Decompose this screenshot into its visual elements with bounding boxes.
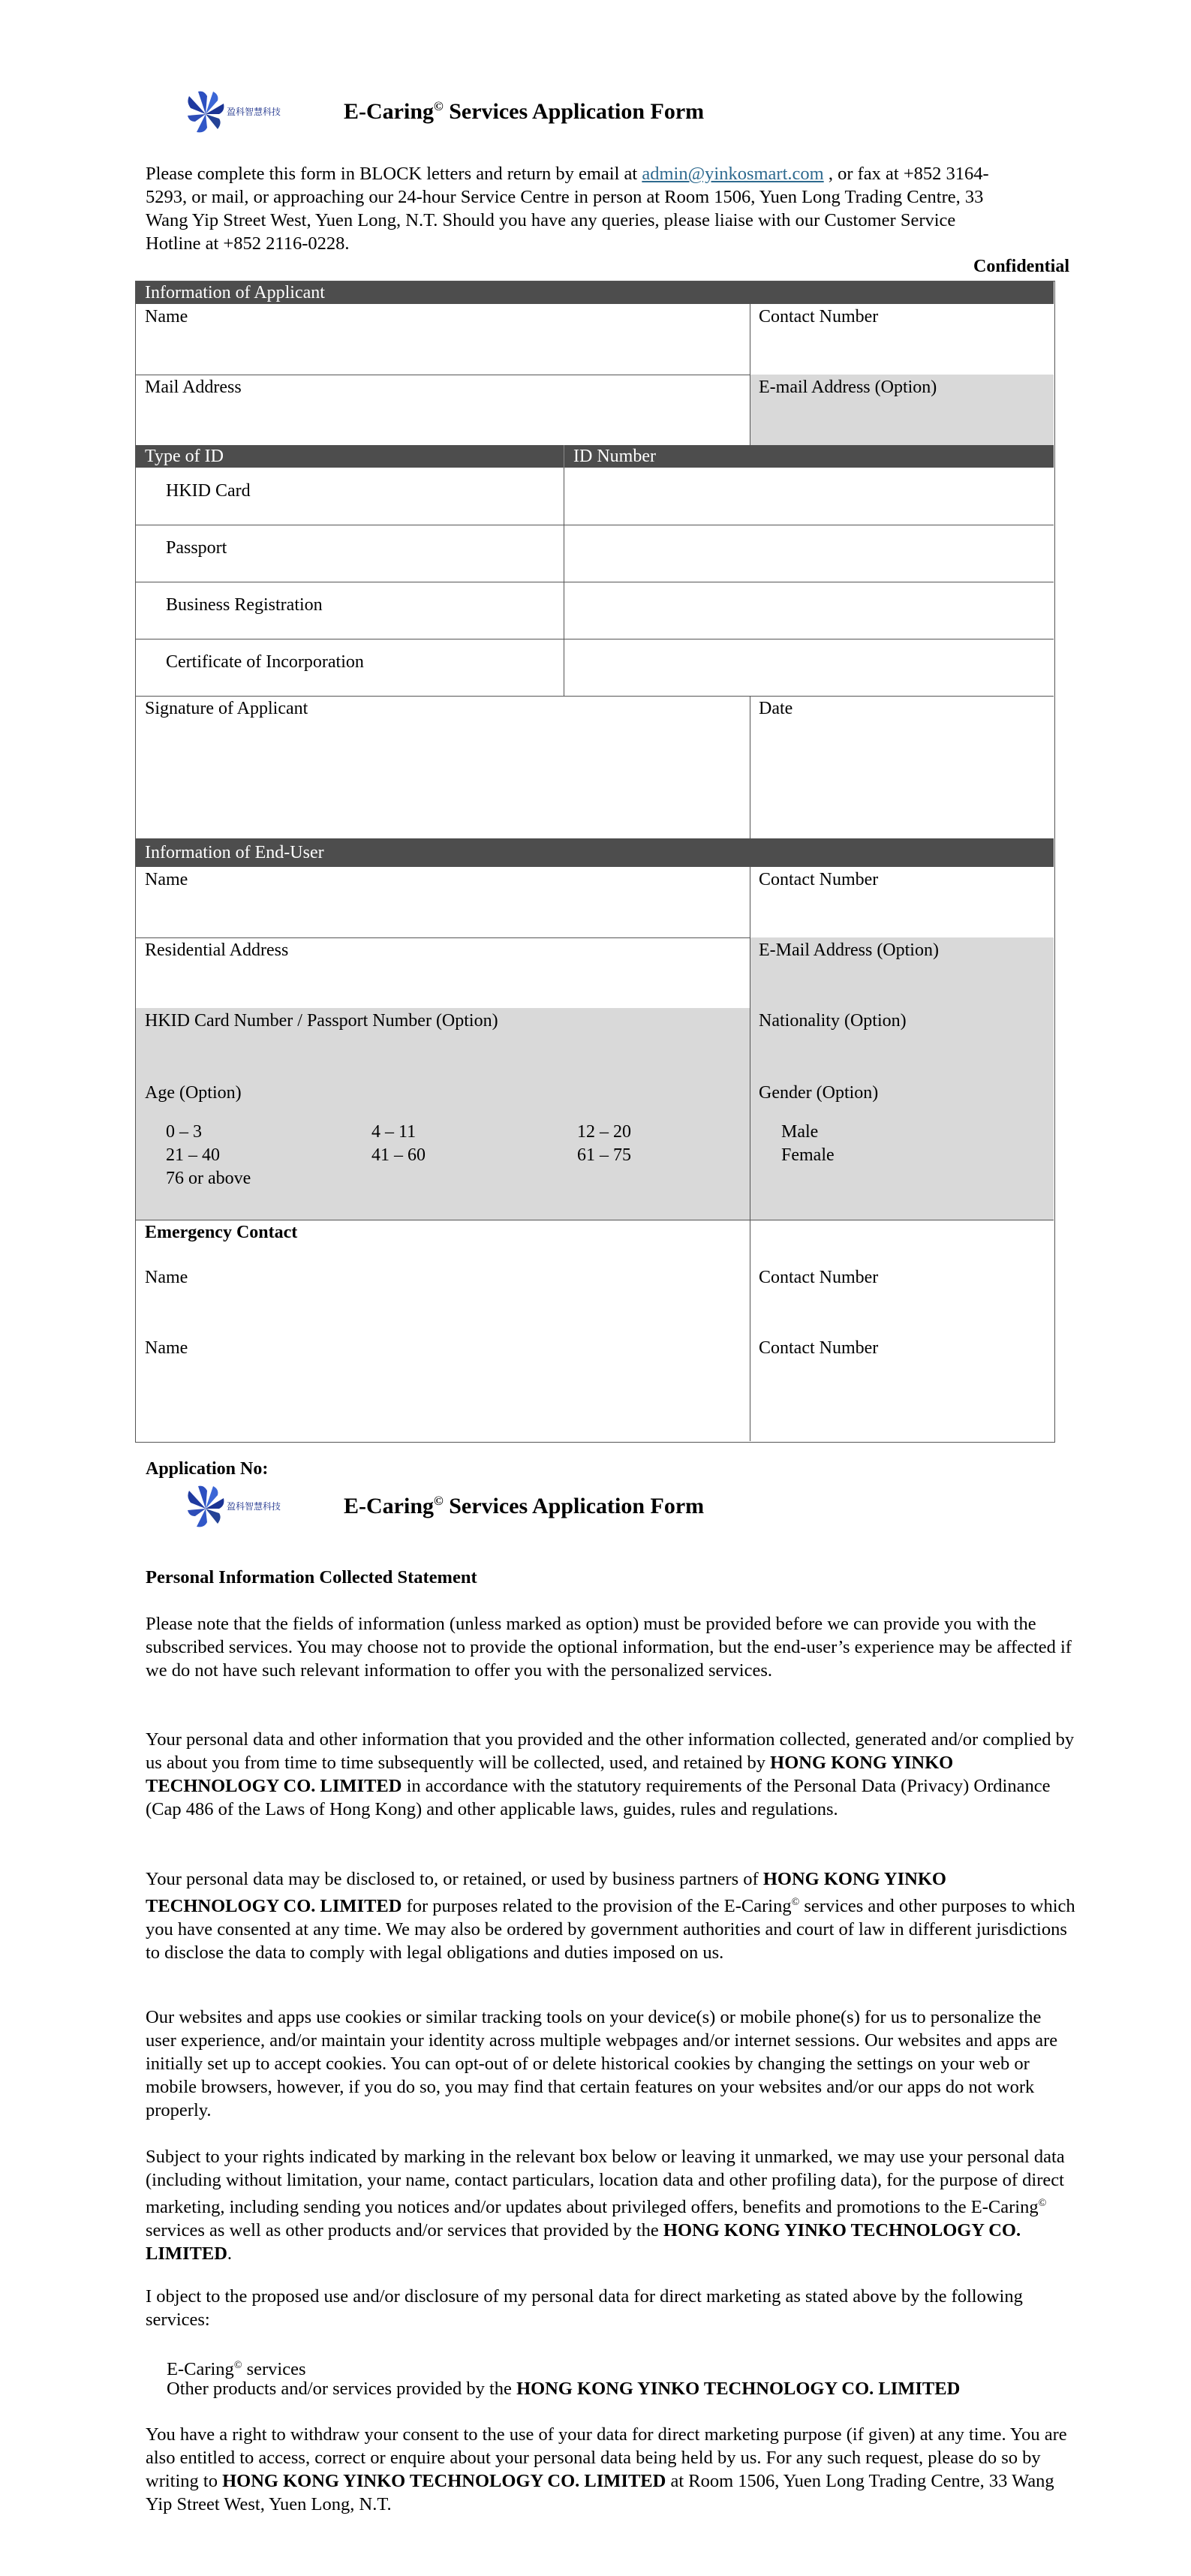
applicant-name-field[interactable]: Name xyxy=(145,307,188,327)
age-option-41-60[interactable]: 41 – 60 xyxy=(371,1145,426,1165)
form-title-page-2: E-Caring© Services Application Form xyxy=(344,1494,705,1518)
email-link[interactable]: admin@yinkosmart.com xyxy=(642,164,824,184)
statement-heading: Personal Information Collected Statement xyxy=(146,1567,477,1587)
company-logo-page-2 xyxy=(185,1483,281,1531)
objection-option-e-caring[interactable]: E-Caring© services xyxy=(167,2359,306,2380)
blue-fan-logo-icon xyxy=(185,89,227,135)
application-form-table xyxy=(135,281,1055,1443)
id-type-header: Type of ID xyxy=(136,445,564,468)
gender-option-female[interactable]: Female xyxy=(781,1145,835,1165)
end-user-hkid-field[interactable]: HKID Card Number / Passport Number (Option) xyxy=(136,1008,750,1080)
age-option-12-20[interactable]: 12 – 20 xyxy=(577,1122,631,1142)
logo-text: 盈科智慧科技 xyxy=(227,107,281,117)
form-title: E-Caring© Services Application Form xyxy=(344,99,705,124)
statement-paragraph-5: Subject to your rights indicated by marking in the relevant box below or leaving it unmarked, we may use your personal data (including without limitation, your name, contact particulars, location data and other profiling data), for the purpose of direct marketing, including sending you notices and/or updates about privileged offers, benefits and promotions to the E-Caring© services as well as other products and/or services that provided by the HONG KONG YINKO TECHNOLOGY CO. LIMITED. xyxy=(146,2147,1065,2265)
end-user-contact-field[interactable]: Contact Number xyxy=(759,870,879,889)
applicant-signature-field[interactable]: Signature of Applicant xyxy=(145,699,308,718)
id-type-business-registration[interactable]: Business Registration xyxy=(166,595,323,615)
id-number-certificate-of-incorporation[interactable] xyxy=(564,639,1054,696)
age-option-61-75[interactable]: 61 – 75 xyxy=(577,1145,631,1165)
end-user-address-field[interactable]: Residential Address xyxy=(145,940,289,960)
id-number-passport[interactable] xyxy=(564,525,1054,582)
id-number-hkid[interactable] xyxy=(564,468,1054,525)
age-option-21-40[interactable]: 21 – 40 xyxy=(166,1145,220,1165)
logo-text: 盈科智慧科技 xyxy=(227,1501,281,1512)
emergency-name-2-field[interactable]: Name xyxy=(145,1338,188,1358)
intro-paragraph: Please complete this form in BLOCK letters and return by email at admin@yinkosmart.com , or fax at +852 3164-5293, or mail, or approaching our 24-hour Service Centre in person at Room 1506, Yuen Long Trading Centre, 33 Wang Yip Street West, Yuen Long, N.T. Should you have any queries, please liaise with our Customer Service Hotline at +852 2116-0228. xyxy=(146,164,989,254)
age-option-4-11[interactable]: 4 – 11 xyxy=(371,1122,417,1142)
statement-paragraph-2: Your personal data and other information that you provided and the other information collected, generated and/or complied by us about you from time to time subsequently will be collected, used, and retained by HONG KONG YINKO TECHNOLOGY CO. LIMITED in accordance with the statutory requirements of the Personal Data (Privacy) Ordinance (Cap 486 of the Laws of Hong Kong) and other applicable laws, guides, rules and regulations. xyxy=(146,1729,1075,1819)
applicant-email-field[interactable]: E-mail Address (Option) xyxy=(750,375,1054,445)
end-user-name-field[interactable]: Name xyxy=(145,870,188,889)
statement-paragraph-7: You have a right to withdraw your consent to the use of your data for direct marketing purpose (if given) at any time. You are also entitled to access, correct or enquire about your personal data being held by us. For any such request, please do so by writing to HONG KONG YINKO TECHNOLOGY CO. LIMITED at Room 1506, Yuen Long Trading Centre, 33 Wang Yip Street West, Yuen Long, N.T. xyxy=(146,2424,1067,2514)
emergency-contact-1-field[interactable]: Contact Number xyxy=(759,1268,879,1287)
id-type-passport[interactable]: Passport xyxy=(166,538,227,558)
end-user-age-field: Age (Option) xyxy=(136,1080,750,1220)
emergency-contact-2-field[interactable]: Contact Number xyxy=(759,1338,879,1358)
statement-paragraph-4: Our websites and apps use cookies or similar tracking tools on your device(s) or mobile phone(s) for us to personalize the user experience, and/or maintain your identity across multiple webpages and/or internet sessions. Our websites and apps are initially set up to accept cookies. You can opt-out of or delete historical cookies by changing the settings on your web or mobile browsers, however, if you do so, you may find that certain features on your websites and/or our apps do not work properly. xyxy=(146,2007,1058,2120)
confidential-label: Confidential xyxy=(973,257,1069,276)
applicant-date-field[interactable]: Date xyxy=(759,699,793,718)
age-option-76-above[interactable]: 76 or above xyxy=(166,1169,251,1188)
emergency-name-1-field[interactable]: Name xyxy=(145,1268,188,1287)
applicant-section-header: Information of Applicant xyxy=(136,281,1054,304)
application-number-label: Application No: xyxy=(146,1459,269,1479)
end-user-gender-field: Gender (Option) xyxy=(750,1080,1054,1220)
emergency-contact-heading: Emergency Contact xyxy=(145,1223,298,1242)
id-number-business-registration[interactable] xyxy=(564,582,1054,639)
objection-option-other-products[interactable]: Other products and/or services provided by the HONG KONG YINKO TECHNOLOGY CO. LIMITED xyxy=(167,2379,961,2399)
id-type-hkid[interactable]: HKID Card xyxy=(166,481,251,501)
id-type-certificate-of-incorporation[interactable]: Certificate of Incorporation xyxy=(166,652,364,672)
end-user-nationality-field[interactable]: Nationality (Option) xyxy=(750,1008,1054,1080)
age-option-0-3[interactable]: 0 – 3 xyxy=(166,1122,202,1142)
id-number-header: ID Number xyxy=(564,445,1054,468)
statement-paragraph-6: I object to the proposed use and/or disclosure of my personal data for direct marketing as stated above by the following services: xyxy=(146,2286,1023,2330)
gender-option-male[interactable]: Male xyxy=(781,1122,819,1142)
applicant-contact-field[interactable]: Contact Number xyxy=(759,307,879,327)
end-user-section-header: Information of End-User xyxy=(136,838,1054,867)
applicant-mail-address-field[interactable]: Mail Address xyxy=(145,378,242,397)
blue-fan-logo-icon xyxy=(185,1483,227,1530)
statement-paragraph-3: Your personal data may be disclosed to, or retained, or used by business partners of HONG KONG YINKO TECHNOLOGY CO. LIMITED for purposes related to the provision of the E-Caring© services and other purposes to which you have consented at any time. We may also be ordered by government authorities and court of law in different jurisdictions to disclose the data to comply with legal obligations and duties imposed on us. xyxy=(146,1869,1075,1964)
statement-paragraph-1: Please note that the fields of information (unless marked as option) must be provided before we can provide you with the subscribed services. You may choose not to provide the optional information, but the end-user’s experience may be affected if we do not have such relevant information to offer you with the personalized services. xyxy=(146,1614,1072,1681)
company-logo xyxy=(185,89,281,137)
end-user-email-field[interactable]: E-Mail Address (Option) xyxy=(750,937,1054,1008)
